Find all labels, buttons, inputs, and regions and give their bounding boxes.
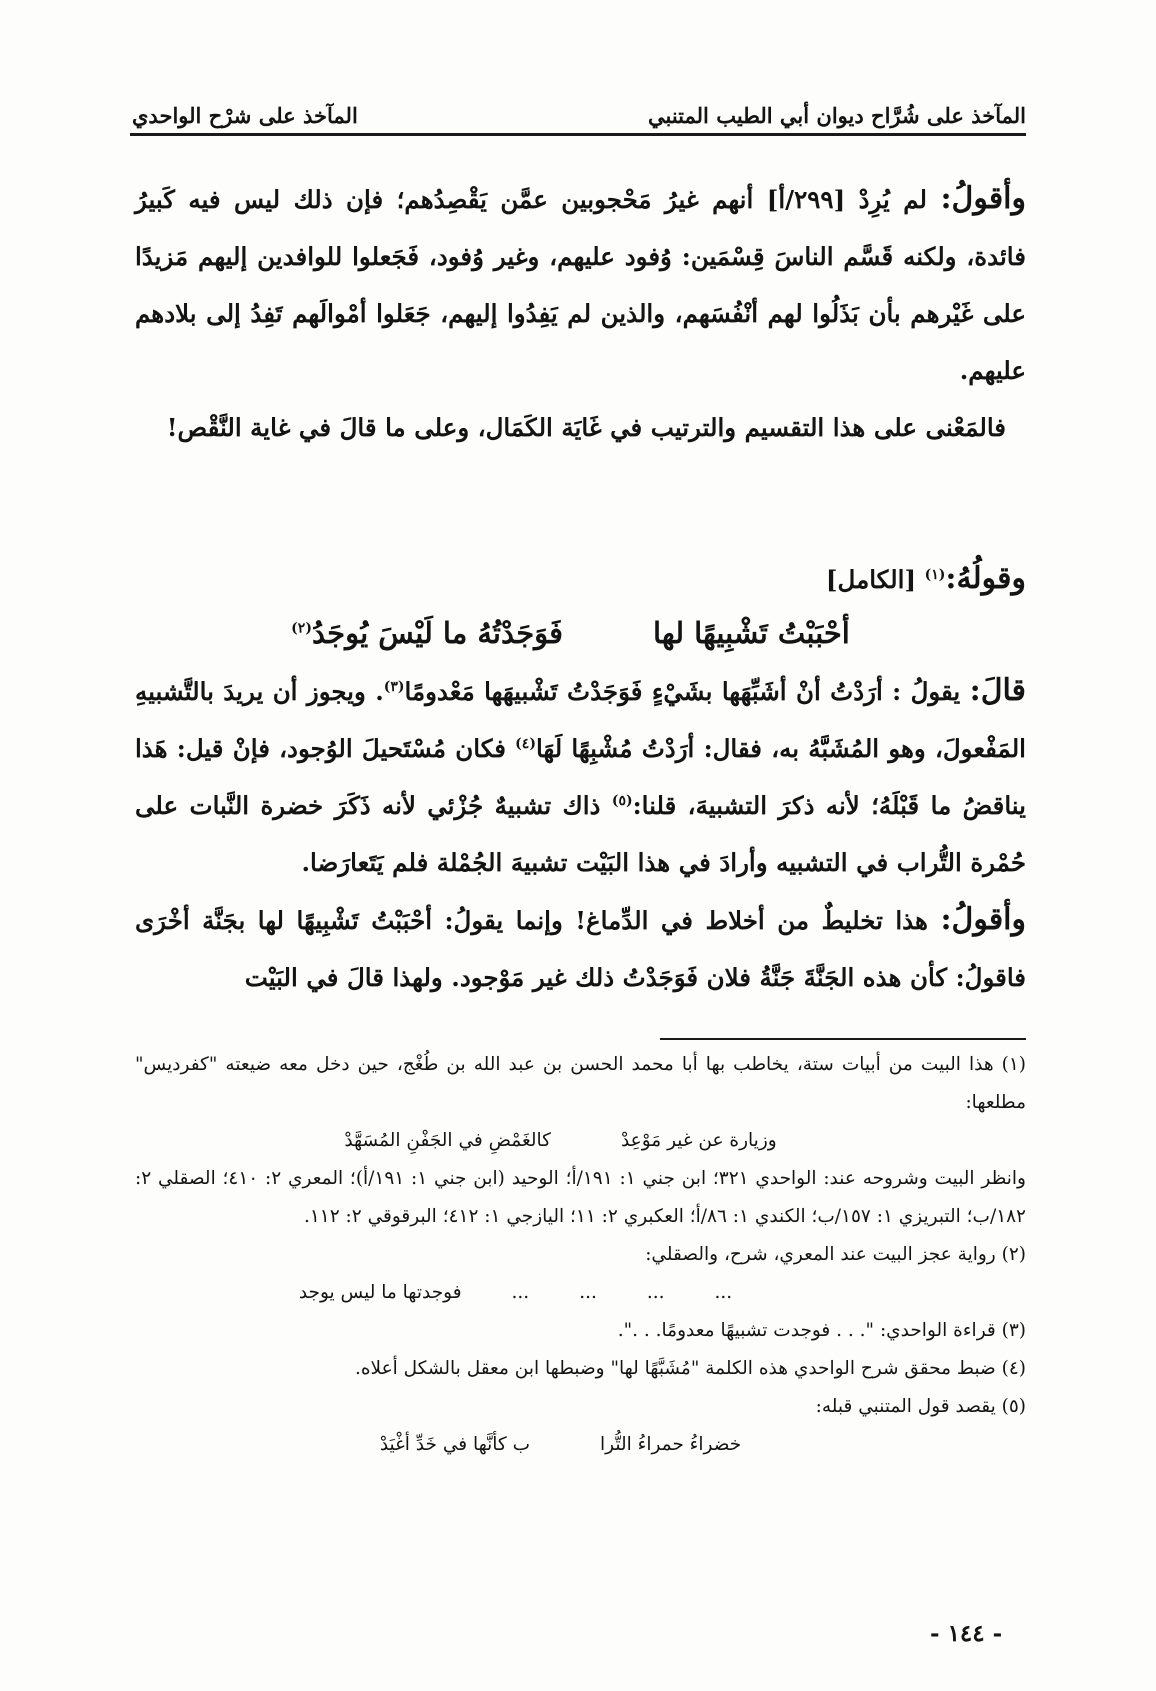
ellipsis: ... xyxy=(646,1282,665,1303)
paragraph-lead: وأقولُ: xyxy=(940,181,1026,216)
header-chapter-title: المآخذ على شرْح الواحدي xyxy=(132,103,358,128)
paragraph-text: يقولُ : أرَدْتُ أنْ أشَبِّهَها بشَيْءٍ فَوَجَدْتُ تَشْبيهَها مَعْدومًا xyxy=(404,677,970,706)
footnote-3: (٣) قراءة الواحدي: ". . . فوجدت تشبيهًا معدومًا. . .". xyxy=(617,1320,1026,1341)
footnote-ref: (٥) xyxy=(611,792,633,809)
footnote-2: (٢) رواية عجز البيت عند المعري، شرح، والصقلي: xyxy=(645,1244,1026,1265)
footnote-ref: (٣) xyxy=(383,678,405,695)
footnote-2-verse xyxy=(135,1274,896,1312)
hemistich-left-wrap xyxy=(291,604,563,662)
footnote-rule xyxy=(660,1038,1026,1040)
footnote-1: (١) هذا البيت من أبيات ستة، يخاطب بها أبا محمد الحسن بن عبد الله بن طُغْج، حين دخل معه ضيعته "كفرديس" مطلعها: xyxy=(135,1054,1026,1113)
paragraph-text: هذا تخليطٌ من أخلاط في الدِّماغ! وإنما يقولُ: أحْبَبْتُ تَشْبِيهًا لها بجَنَّة أخْرَى فاقولُ: كأن هذه الجَنَّةَ جَنَّةُ فلان فَوَجَدْتُ ذلك غير مَوْجود. ولهذا قالَ في البَيْت xyxy=(135,906,1026,992)
verse-intro xyxy=(135,550,1026,608)
paragraph-text: . ويجوز أن يريدَ بالتَّشبيهِ المَفْعولَ، وهو المُشَبَّهُ به، فقال: أرَدْتُ مُشْبِهًا لَهَا xyxy=(135,677,1026,763)
footnote-5-verse xyxy=(135,1426,986,1464)
section-discussion xyxy=(135,662,1026,1006)
paragraph-text: ذاك تشبيهٌ جُزْئي لأنه ذَكَرَ خضرة النَّبات على حُمْرة التُّراب في التشبيه وأرادَ في هذا البَيْت تشبيهَ الجُمْلة فلم يَتَعارَضا. xyxy=(135,791,1026,877)
running-header xyxy=(132,88,1026,128)
footnote-ref: (٤) xyxy=(515,735,536,752)
verse-intro-lead: وقولُهُ: xyxy=(945,561,1026,596)
paragraph xyxy=(135,891,1026,1006)
paragraph-text: لم يُرِدْ [٢٩٩/أ] أنهم غيرُ مَحْجوبين عمَّن يَقْصِدُهم؛ فإن ذلك ليس فيه كَبيرُ فائدة، ولكنه قَسَّم الناسَ قِسْمَين: وُفود عليهم، وغير وُفود، فَجَعلوا للوافدين إليهم مَزيدًا على غَيْرهم بأن بَذَلُوا لهم أنْفُسَهم، والذين لم يَفِدُوا إليهم، جَعَلوا أمْوالَهم تَفِدُ إلى بلادهم عليهم. xyxy=(135,185,1026,385)
footnote-1-verse xyxy=(135,1122,986,1160)
header-rule xyxy=(130,133,1026,136)
footnote-1-refs: وانظر البيت وشروحه عند: الواحدي ٣٢١؛ ابن جني ١: ١٩١/أ؛ الوحيد (ابن جني ١: ١٩١/أ)؛ المعري ٢: ٤١٠؛ الصقلي ٢: ١٨٢/ب؛ التبريزي ١: ١٥٧/ب؛ الكندي ١: ٨٦/أ؛ العكبري ٢: ١١؛ اليازجي ١: ٤١٢؛ البرقوقي ٢: ١١٢. xyxy=(135,1168,1026,1227)
paragraph-text: فكان مُسْتَحيلَ الوُجود، فإنْ قيل: هَذا يناقضُ ما قَبْلَهُ؛ لأنه ذكرَ التشبيهَ، قلنا: xyxy=(135,734,1026,820)
footnote-5: (٥) يقصد قول المتنبي قبله: xyxy=(815,1396,1026,1417)
verse-line xyxy=(135,604,1026,662)
ellipsis: ... xyxy=(511,1282,530,1303)
footnote-ref: (١) xyxy=(924,566,946,583)
section-commentary xyxy=(135,170,1026,456)
verse-hemistichs xyxy=(135,604,1006,662)
footnote-verse-left: كالغَمْضِ في الجَفْنِ المُسَهَّدْ xyxy=(344,1130,551,1151)
paragraph-lead: وأقولُ: xyxy=(940,902,1026,937)
footnotes xyxy=(135,1046,1026,1464)
ellipsis: ... xyxy=(714,1282,733,1303)
footnote-verse-left: ب كأنَّها في خَدِّ أغْيَدْ xyxy=(379,1434,531,1455)
footnote-verse-variant: فوجدتها ما ليس يوجد xyxy=(298,1282,462,1303)
hemistich-left: فَوَجَدْتُهُ ما لَيْسَ يُوجَدُ xyxy=(311,616,563,650)
meter-label: [الكامل] xyxy=(825,565,917,594)
paragraph xyxy=(135,662,1026,891)
verse-block xyxy=(135,550,1026,608)
hemistich-right: أحْبَبْتُ تَشْبِيهًا لها xyxy=(652,616,850,650)
paragraph xyxy=(135,170,1026,399)
paragraph xyxy=(135,399,1026,456)
ellipsis: ... xyxy=(579,1282,597,1303)
paragraph-lead: قالَ: xyxy=(969,673,1026,708)
header-book-title: المآخذ على شُرَّاح ديوان أبي الطيب المتنبي xyxy=(648,103,1026,128)
footnote-4: (٤) ضبط محقق شرح الواحدي هذه الكلمة "مُشَبَّهًا لها" وضبطها ابن معقل بالشكل أعلاه. xyxy=(354,1358,1026,1379)
paragraph-text: فالمَعْنى على هذا التقسيم والترتيب في غَايَة الكَمَال، وعلى ما قالَ في غاية النَّقْص! xyxy=(166,413,1006,442)
footnote-verse-right: خضراءُ حمراءُ التُّرا xyxy=(600,1434,742,1455)
page-number: - ١٤٤ - xyxy=(930,1620,1003,1647)
footnote-ref: (٢) xyxy=(291,620,312,637)
footnote-verse-right: وزيارة عن غير مَوْعِدْ xyxy=(620,1130,777,1151)
